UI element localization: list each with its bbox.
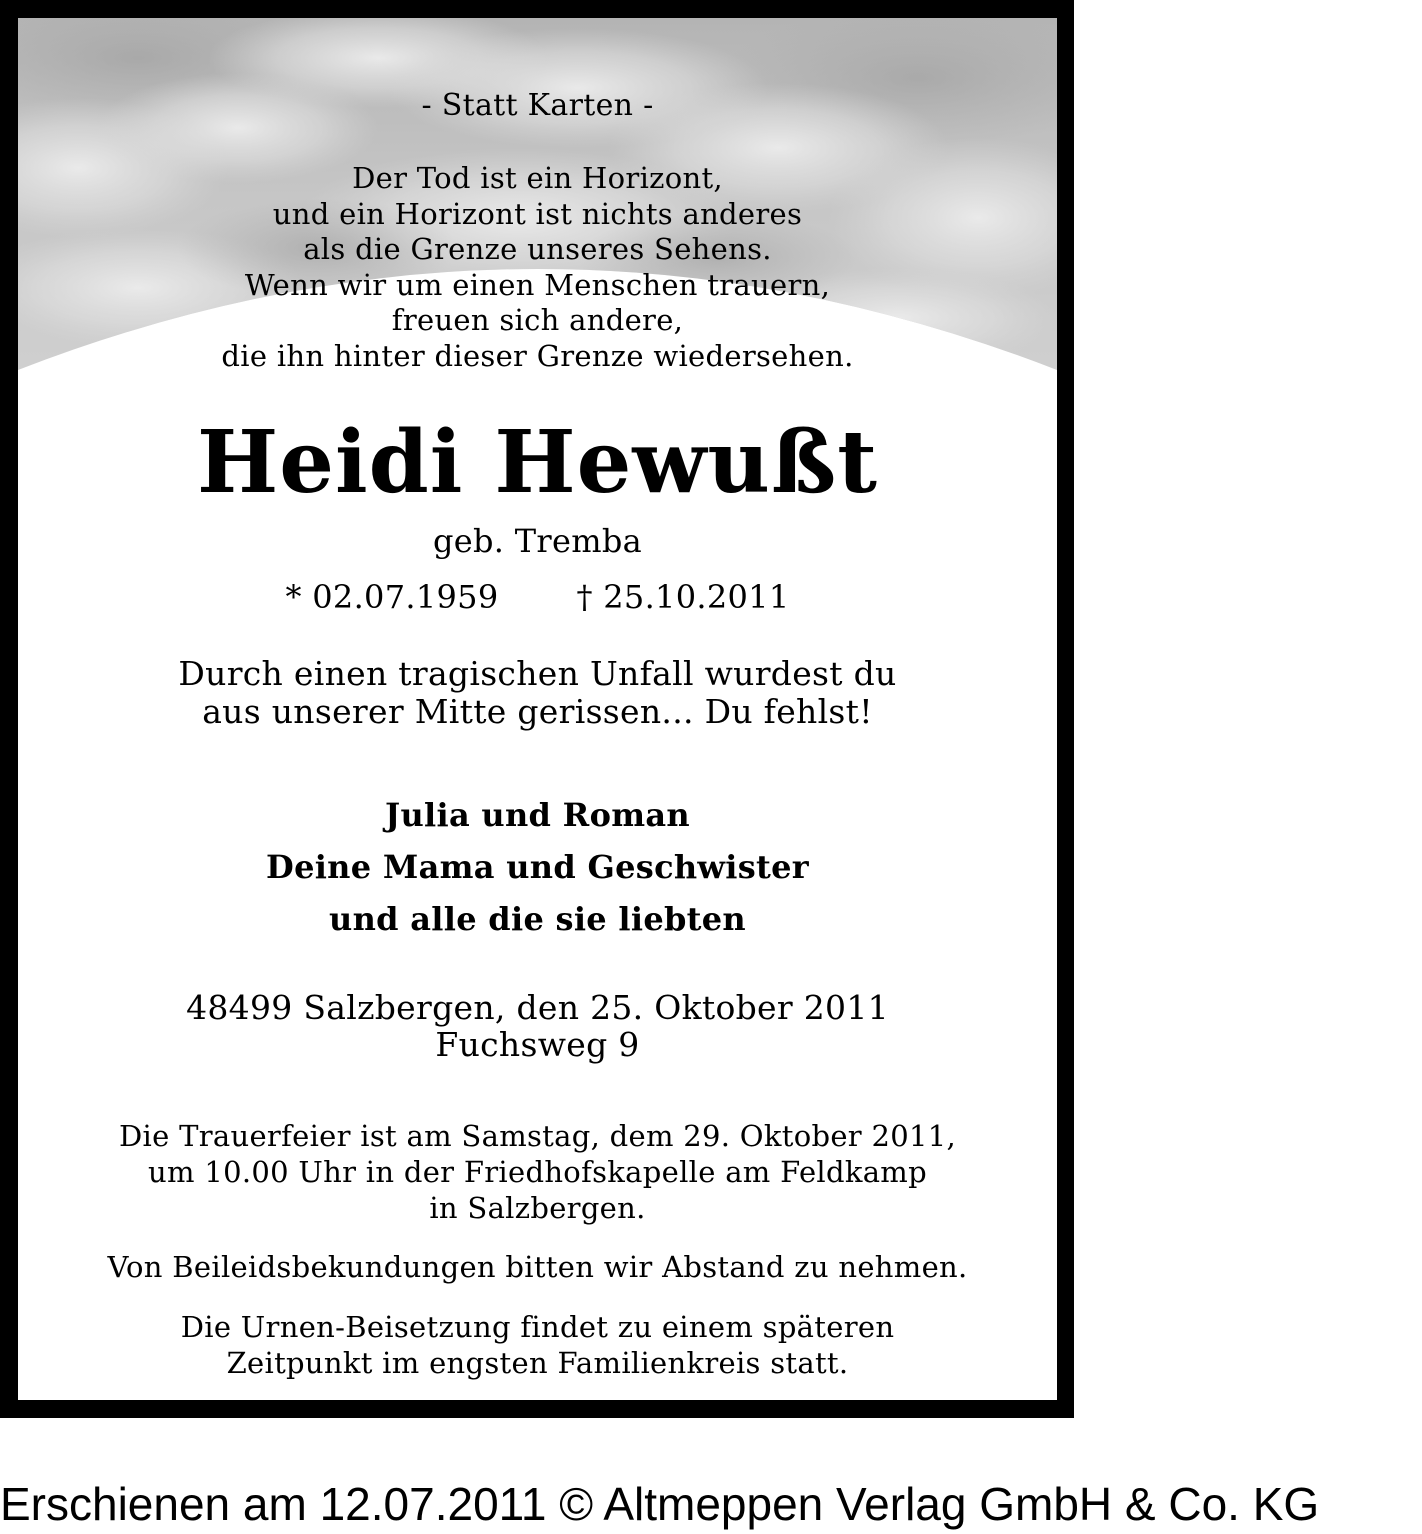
address-line: 48499 Salzbergen, den 25. Oktober 2011 xyxy=(186,988,889,1027)
poem-line: als die Grenze unseres Sehens. xyxy=(303,232,772,267)
statt-karten-header: - Statt Karten - xyxy=(421,88,654,123)
message-line: Durch einen tragischen Unfall wurdest du xyxy=(178,654,897,693)
poem-line: die ihn hinter dieser Grenze wiedersehen. xyxy=(221,338,854,373)
birth-date: * 02.07.1959 xyxy=(285,578,499,616)
funeral-line: Die Trauerfeier ist am Samstag, dem 29. Oktober 2011, xyxy=(118,1119,956,1153)
publication-footer: Erschienen am 12.07.2011 © Altmeppen Verlag GmbH & Co. KG xyxy=(0,1478,1320,1530)
urn-burial-note xyxy=(18,1309,1057,1381)
poem-line: und ein Horizont ist nichts anderes xyxy=(272,196,803,231)
life-dates xyxy=(18,577,1057,617)
funeral-info xyxy=(18,1118,1057,1226)
mourner-line: Julia und Roman xyxy=(385,796,690,834)
address-line: Fuchsweg 9 xyxy=(435,1025,640,1064)
message-line: aus unserer Mitte gerissen... Du fehlst! xyxy=(202,692,873,731)
mourner-line: Deine Mama und Geschwister xyxy=(266,848,809,886)
condolence-note: Von Beileidsbekundungen bitten wir Abstand zu nehmen. xyxy=(107,1250,968,1284)
notice-content xyxy=(18,18,1057,1400)
mourner-line: und alle die sie liebten xyxy=(329,900,746,938)
death-date: † 25.10.2011 xyxy=(576,578,790,616)
urn-line: Die Urnen-Beisetzung findet zu einem späteren xyxy=(180,1310,895,1344)
address-block xyxy=(18,989,1057,1063)
funeral-line: in Salzbergen. xyxy=(429,1191,646,1225)
poem-line: Der Tod ist ein Horizont, xyxy=(352,161,723,195)
mourners-list xyxy=(18,789,1057,945)
poem-line: freuen sich andere, xyxy=(391,303,684,338)
funeral-line: um 10.00 Uhr in der Friedhofskapelle am Feldkamp xyxy=(148,1155,927,1189)
maiden-name: geb. Tremba xyxy=(432,522,643,560)
memorial-message xyxy=(18,655,1057,731)
obituary-notice xyxy=(18,18,1057,1400)
urn-line: Zeitpunkt im engsten Familienkreis statt. xyxy=(226,1346,849,1380)
poem xyxy=(18,161,1057,375)
deceased-name: Heidi Hewußt xyxy=(197,412,878,513)
poem-line: Wenn wir um einen Menschen trauern, xyxy=(244,267,831,302)
